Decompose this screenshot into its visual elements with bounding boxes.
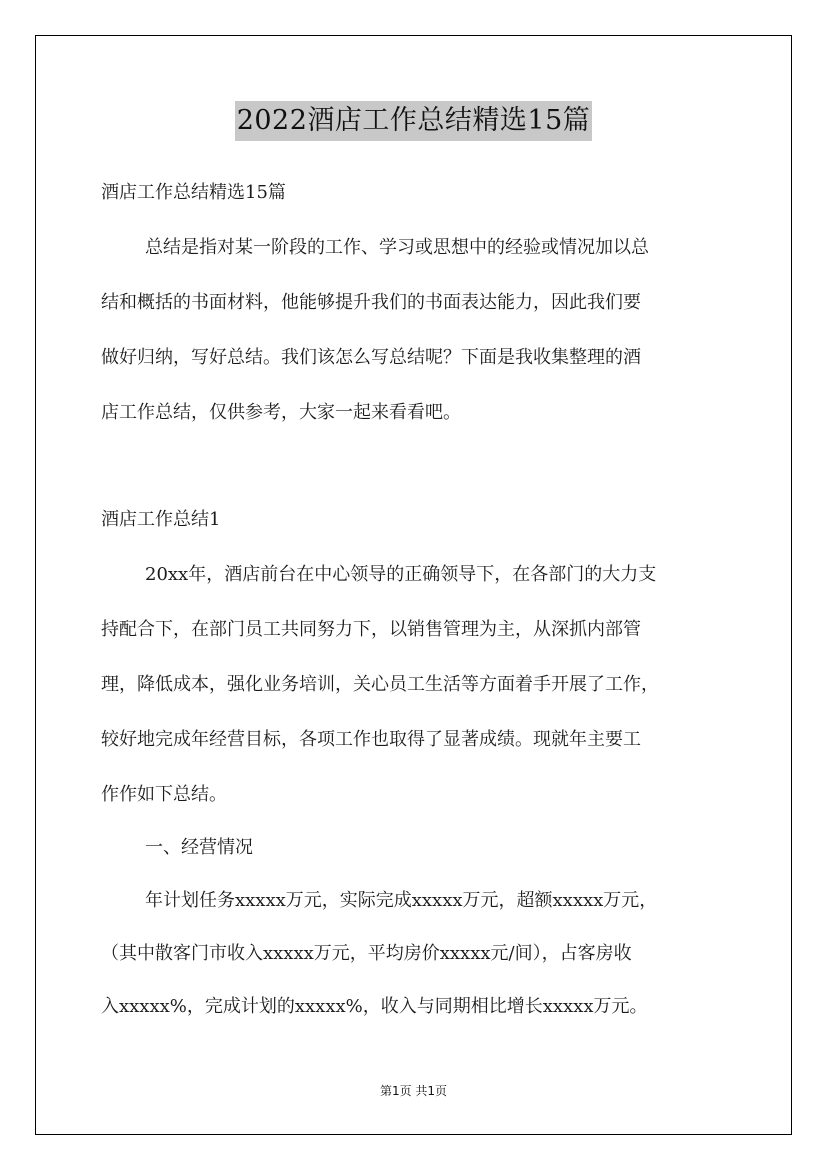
paragraph-line: （其中散客门市收入xxxxx万元，平均房价xxxxx元/间），占客房收 xyxy=(101,943,632,964)
paragraph-line: 店工作总结，仅供参考，大家一起来看看吧。 xyxy=(101,402,461,423)
paragraph-line: 较好地完成年经营目标，各项工作也取得了显著成绩。现就年主要工 xyxy=(101,729,641,750)
paragraph-line: 做好归纳，写好总结。我们该怎么写总结呢？下面是我收集整理的酒 xyxy=(101,347,641,368)
paragraph-line: 20xx年，酒店前台在中心领导的正确领导下，在各部门的大力支 xyxy=(145,564,657,585)
paragraph-line: 总结是指对某一阶段的工作、学习或思想中的经验或情况加以总 xyxy=(145,237,649,258)
paragraph-line: 作作如下总结。 xyxy=(101,784,227,805)
paragraph-line: 理，降低成本，强化业务培训，关心员工生活等方面着手开展了工作， xyxy=(101,674,659,695)
page-footer: 第1页 共1页 xyxy=(379,1084,448,1098)
paragraph-line: 入xxxxx%，完成计划的xxxxx%，收入与同期相比增长xxxxx万元。 xyxy=(101,996,648,1017)
title-container xyxy=(0,101,827,141)
paragraph-line: 持配合下，在部门员工共同努力下，以销售管理为主，从深抓内部管 xyxy=(101,619,641,640)
subtitle-line: 酒店工作总结精选15篇 xyxy=(101,182,286,203)
paragraph-line: 结和概括的书面材料，他能够提升我们的书面表达能力，因此我们要 xyxy=(101,292,641,313)
subsection-heading: 一、经营情况 xyxy=(145,837,253,858)
paragraph-line: 年计划任务xxxxx万元，实际完成xxxxx万元，超额xxxxx万元， xyxy=(145,890,658,911)
section-heading: 酒店工作总结1 xyxy=(101,509,221,530)
document-title: 2022酒店工作总结精选15篇 xyxy=(235,101,593,141)
